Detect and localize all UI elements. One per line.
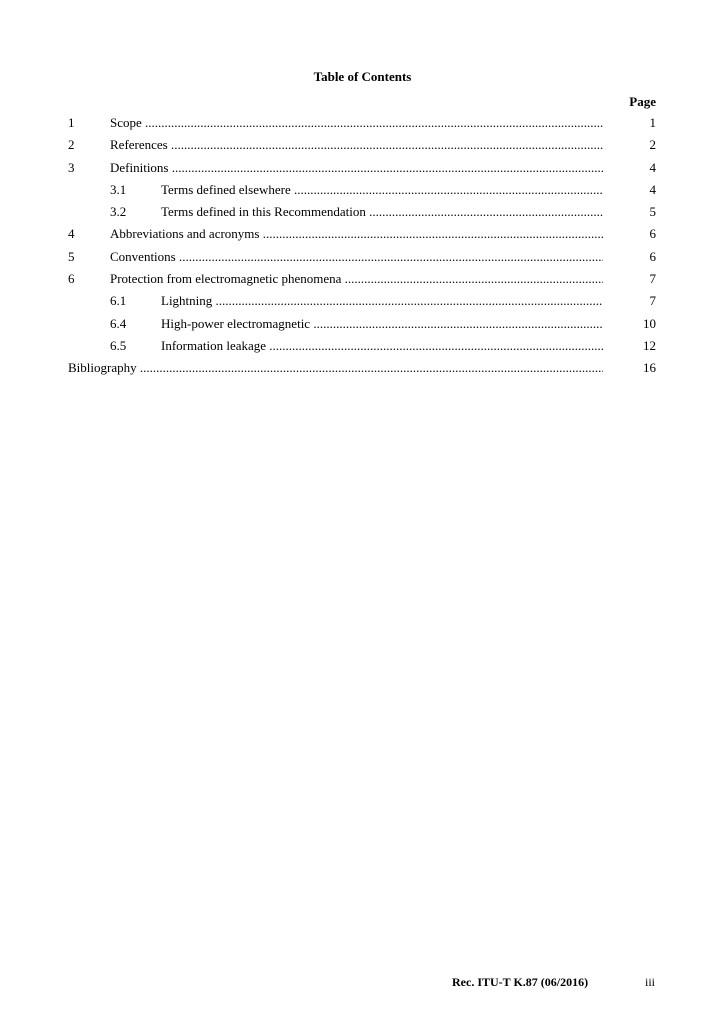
toc-entry-terms-defined-elsewhere[interactable]: [68, 179, 656, 201]
toc-entry-number: 1: [68, 115, 75, 130]
toc-entry-lightning[interactable]: [68, 290, 656, 312]
toc-entry-title: References .....: [110, 134, 603, 156]
toc-entry-page: 7: [649, 293, 656, 309]
table-of-contents: [68, 112, 656, 380]
toc-entry-title: High-power electromagnetic .....: [161, 313, 603, 335]
page-column-heading: Page: [629, 94, 656, 109]
toc-entry-conventions[interactable]: [68, 246, 656, 268]
toc-entry-bibliography[interactable]: [68, 357, 656, 379]
toc-entry-title: Scope .....: [110, 112, 603, 134]
toc-entry-number: 3.2: [110, 204, 127, 220]
toc-entry-number: 6: [68, 271, 75, 287]
toc-entry-terms-defined-here[interactable]: [68, 201, 656, 223]
toc-entry-number: 6.5: [110, 337, 127, 353]
toc-entry-number: 2: [68, 137, 75, 153]
footer-page-number: iii: [644, 975, 655, 989]
toc-entry-title: Bibliography .....: [68, 357, 603, 379]
toc-entry-title: Lightning .....: [161, 290, 603, 312]
toc-entry-number: 3.1: [110, 181, 127, 197]
toc-entry-references[interactable]: [68, 134, 656, 156]
toc-entry-page: 12: [643, 337, 656, 353]
toc-entry-title: Conventions .....: [110, 246, 603, 268]
toc-entry-page: 4: [649, 159, 656, 175]
toc-entry-high-power[interactable]: [68, 313, 656, 335]
toc-entry-page: 2: [649, 137, 656, 153]
toc-entry-number: 3: [68, 159, 75, 175]
toc-title: Table of Contents: [313, 69, 412, 84]
toc-entry-title: Terms defined elsewhere .....: [161, 179, 603, 201]
toc-entry-title: Terms defined in this Recommendation .....: [161, 201, 603, 223]
toc-entry-page: 1: [649, 115, 656, 130]
toc-entry-protection[interactable]: [68, 268, 656, 290]
toc-entry-page: 5: [649, 204, 656, 220]
toc-entry-title: Protection from electromagnetic phenomena .....: [110, 268, 603, 290]
toc-entry-page: 16: [643, 360, 656, 376]
toc-entry-page: 10: [643, 315, 656, 331]
toc-entry-number: 5: [68, 248, 75, 264]
toc-entry-title: Information leakage .....: [161, 335, 603, 357]
toc-entry-number: 4: [68, 226, 75, 242]
toc-entry-page: 7: [649, 271, 656, 287]
toc-entry-page: 4: [649, 181, 656, 197]
toc-entry-definitions[interactable]: [68, 157, 656, 179]
toc-entry-title: Definitions .....: [110, 157, 603, 179]
toc-entry-abbreviations[interactable]: [68, 223, 656, 245]
toc-entry-number: 6.1: [110, 293, 127, 309]
toc-entry-information-leakage[interactable]: [68, 335, 656, 357]
toc-entry-title: Abbreviations and acronyms .....: [110, 223, 603, 245]
footer-reference: Rec. ITU-T K.87 (06/2016): [452, 975, 589, 989]
toc-entry-page: 6: [649, 226, 656, 242]
toc-entry-scope[interactable]: [68, 112, 656, 134]
toc-entry-page: 6: [649, 248, 656, 264]
toc-entry-number: 6.4: [110, 315, 127, 331]
